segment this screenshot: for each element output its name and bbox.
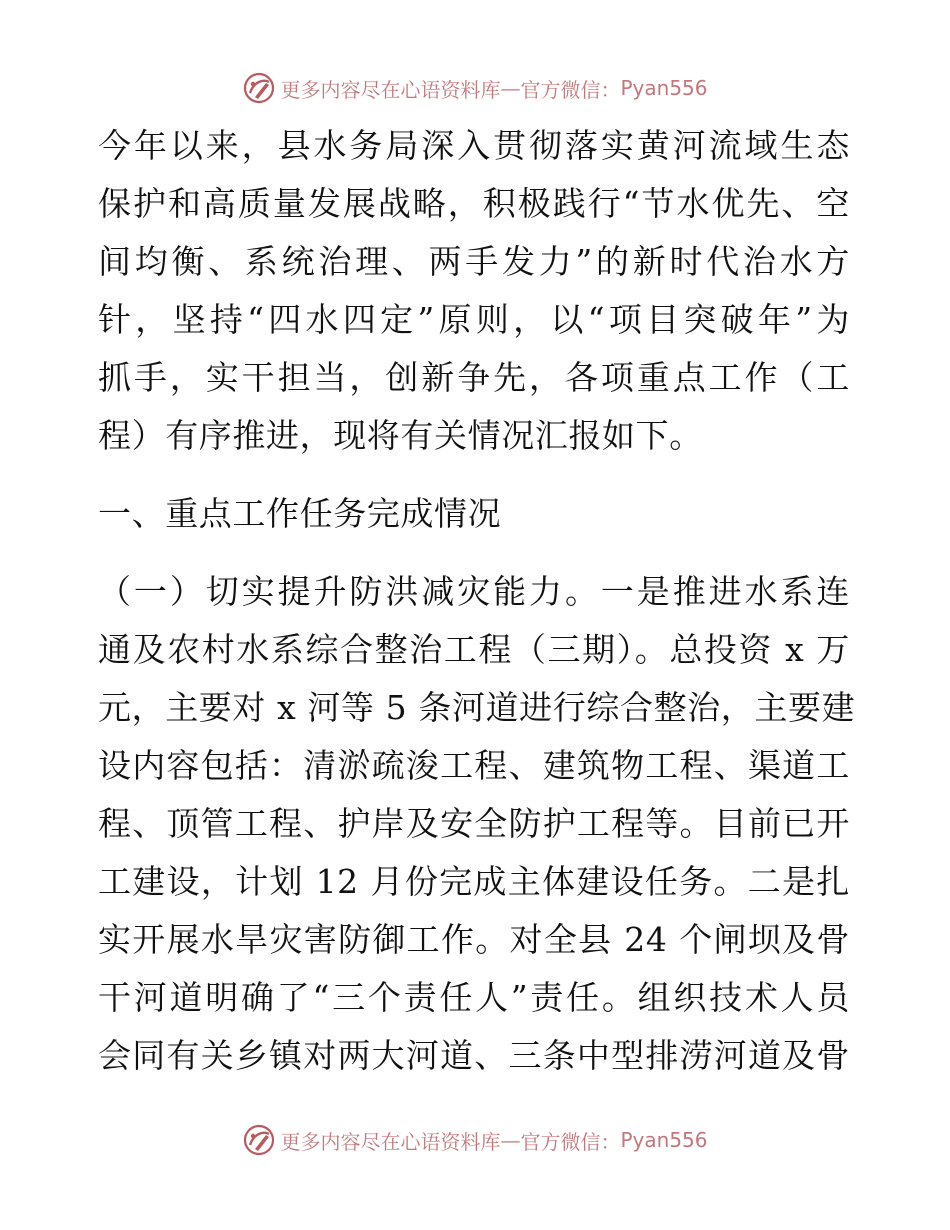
logo-icon bbox=[242, 71, 276, 105]
text-line: 程、顶管工程、护岸及安全防护工程等。目前已开 bbox=[98, 804, 850, 843]
paragraph-intro bbox=[98, 122, 850, 460]
watermark-account: Pyan556 bbox=[620, 76, 708, 100]
watermark-account: Pyan556 bbox=[620, 1128, 708, 1152]
text-line: 今年以来，县水务局深入贯彻落实黄河流域生态 bbox=[98, 126, 850, 165]
text-line: 抓手，实干担当，创新争先，各项重点工作（工 bbox=[98, 358, 850, 397]
text-line: 工建设，计划 12 月份完成主体建设任务。二是扎 bbox=[98, 862, 850, 901]
text-line: 保护和高质量发展战略，积极践行“节水优先、空 bbox=[98, 184, 850, 223]
text-line: 设内容包括：清淤疏浚工程、建筑物工程、渠道工 bbox=[98, 746, 850, 785]
watermark-suffix: 官方微信： bbox=[520, 1129, 621, 1154]
watermark-separator: — bbox=[500, 76, 521, 100]
watermark-separator: — bbox=[500, 1128, 521, 1152]
logo-icon bbox=[242, 1123, 276, 1157]
text-line: 干河道明确了“三个责任人”责任。组织技术人员 bbox=[98, 978, 850, 1017]
watermark-text: 更多内容尽在心语资料库 bbox=[280, 77, 501, 102]
text-line: 实开展水旱灾害防御工作。对全县 24 个闸坝及骨 bbox=[98, 920, 850, 959]
section-heading bbox=[98, 490, 850, 538]
heading-line: 一、重点工作任务完成情况 bbox=[98, 494, 502, 533]
text-line: 针，坚持“四水四定”原则，以“项目突破年”为 bbox=[98, 300, 850, 339]
document-body bbox=[98, 122, 856, 1090]
watermark-footer bbox=[0, 1120, 950, 1160]
paragraph-flood-control bbox=[98, 568, 856, 1080]
watermark-text: 更多内容尽在心语资料库 bbox=[280, 1129, 501, 1154]
text-line: 程）有序推进，现将有关情况汇报如下。 bbox=[98, 416, 703, 455]
text-line: 会同有关乡镇对两大河道、三条中型排涝河道及骨 bbox=[98, 1036, 850, 1075]
text-line: （一）切实提升防洪减灾能力。一是推进水系连 bbox=[98, 572, 850, 611]
text-line: 通及农村水系综合整治工程（三期）。总投资 x 万 bbox=[98, 630, 850, 669]
watermark-header bbox=[0, 68, 950, 108]
text-line: 间均衡、系统治理、两手发力”的新时代治水方 bbox=[98, 242, 850, 281]
watermark-suffix: 官方微信： bbox=[520, 77, 621, 102]
text-line: 元，主要对 x 河等 5 条河道进行综合整治，主要建 bbox=[98, 688, 856, 727]
